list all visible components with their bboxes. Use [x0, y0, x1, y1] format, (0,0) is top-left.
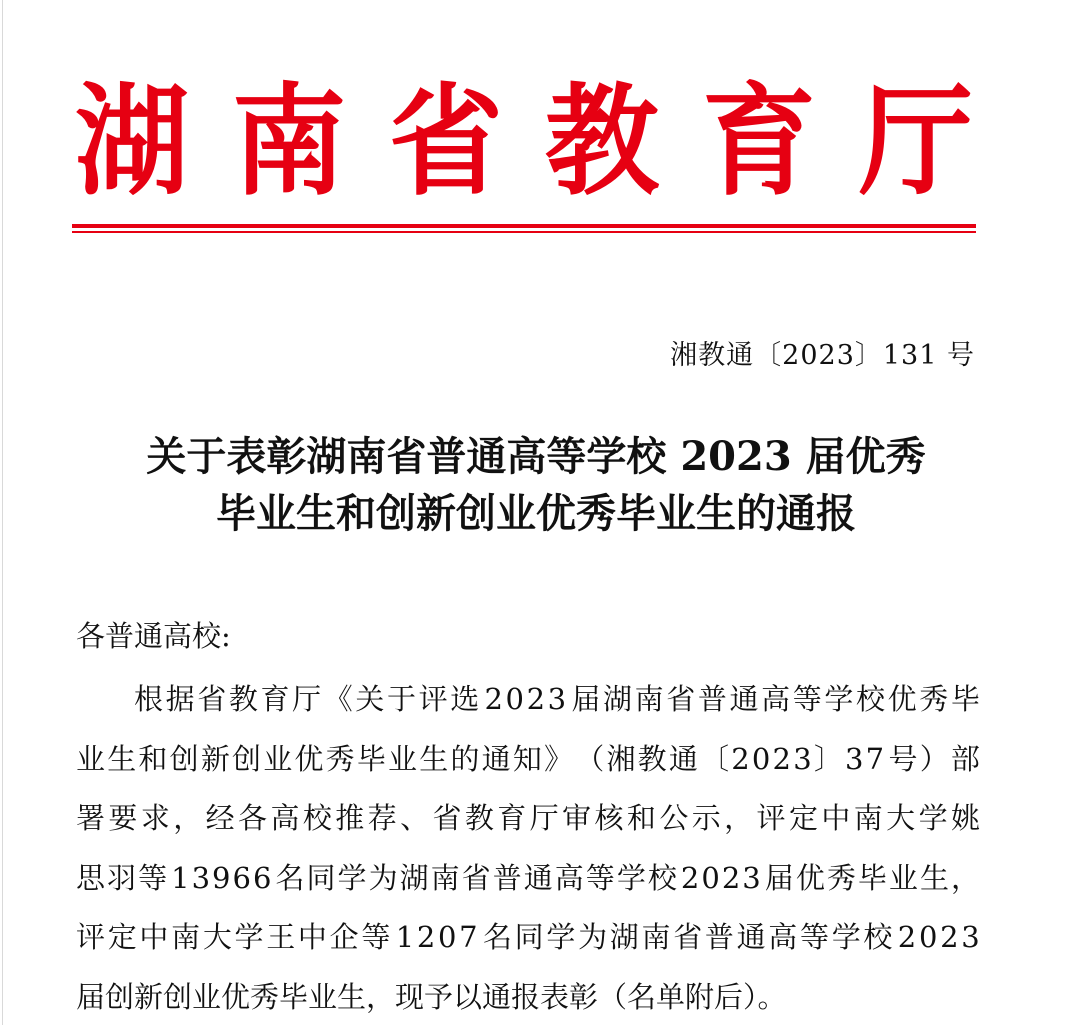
body-paragraph: [76, 670, 980, 1027]
letterhead-char: 教: [545, 72, 659, 212]
body-line: 根 据 省 教 育 厅 《 关 于 评 选 2 0 2 3 届 湖 南 省 普 通 高 等 学 校 优 秀 毕: [76, 670, 980, 730]
letterhead-char: 省: [389, 72, 503, 212]
notice-title-line: 关于表彰湖南省普通高等学校 2023 届优秀: [80, 428, 992, 485]
letterhead-title: [72, 72, 976, 212]
addressee: 各普通高校:: [76, 614, 231, 655]
body-line: 业 生 和 创 新 创 业 优 秀 毕 业 生 的 通 知 》 （ 湘 教 通 〔 2 0 2 3 〕 3 7 号 ） 部: [76, 730, 980, 790]
letterhead-char: 湖: [75, 72, 189, 212]
notice-title-line: 毕业生和创新创业优秀毕业生的通报: [80, 485, 992, 542]
letterhead-char: 育: [702, 72, 816, 212]
letterhead-rule-thick: [72, 224, 976, 228]
page-edge: [2, 0, 3, 1025]
document-number: 湘教通〔2023〕131 号: [670, 333, 975, 372]
body-line: 评 定 中 南 大 学 王 中 企 等 1 2 0 7 名 同 学 为 湖 南 省 普 通 高 等 学 校 2 0 2 3: [76, 908, 980, 968]
letterhead-char: 厅: [859, 72, 973, 212]
body-line: 思 羽 等 1 3 9 6 6 名 同 学 为 湖 南 省 普 通 高 等 学 校 2 0 2 3 届 优 秀 毕 业 生 ，: [76, 849, 980, 909]
letterhead-rule-thin: [72, 231, 976, 233]
body-line: 届创新创业优秀毕业生，现予以通报表彰（名单附后）。: [76, 968, 980, 1027]
letterhead-char: 南: [232, 72, 346, 212]
notice-title: [80, 428, 992, 542]
body-line: 署 要 求 ， 经 各 高 校 推 荐 、 省 教 育 厅 审 核 和 公 示 ， 评 定 中 南 大 学 姚: [76, 789, 980, 849]
